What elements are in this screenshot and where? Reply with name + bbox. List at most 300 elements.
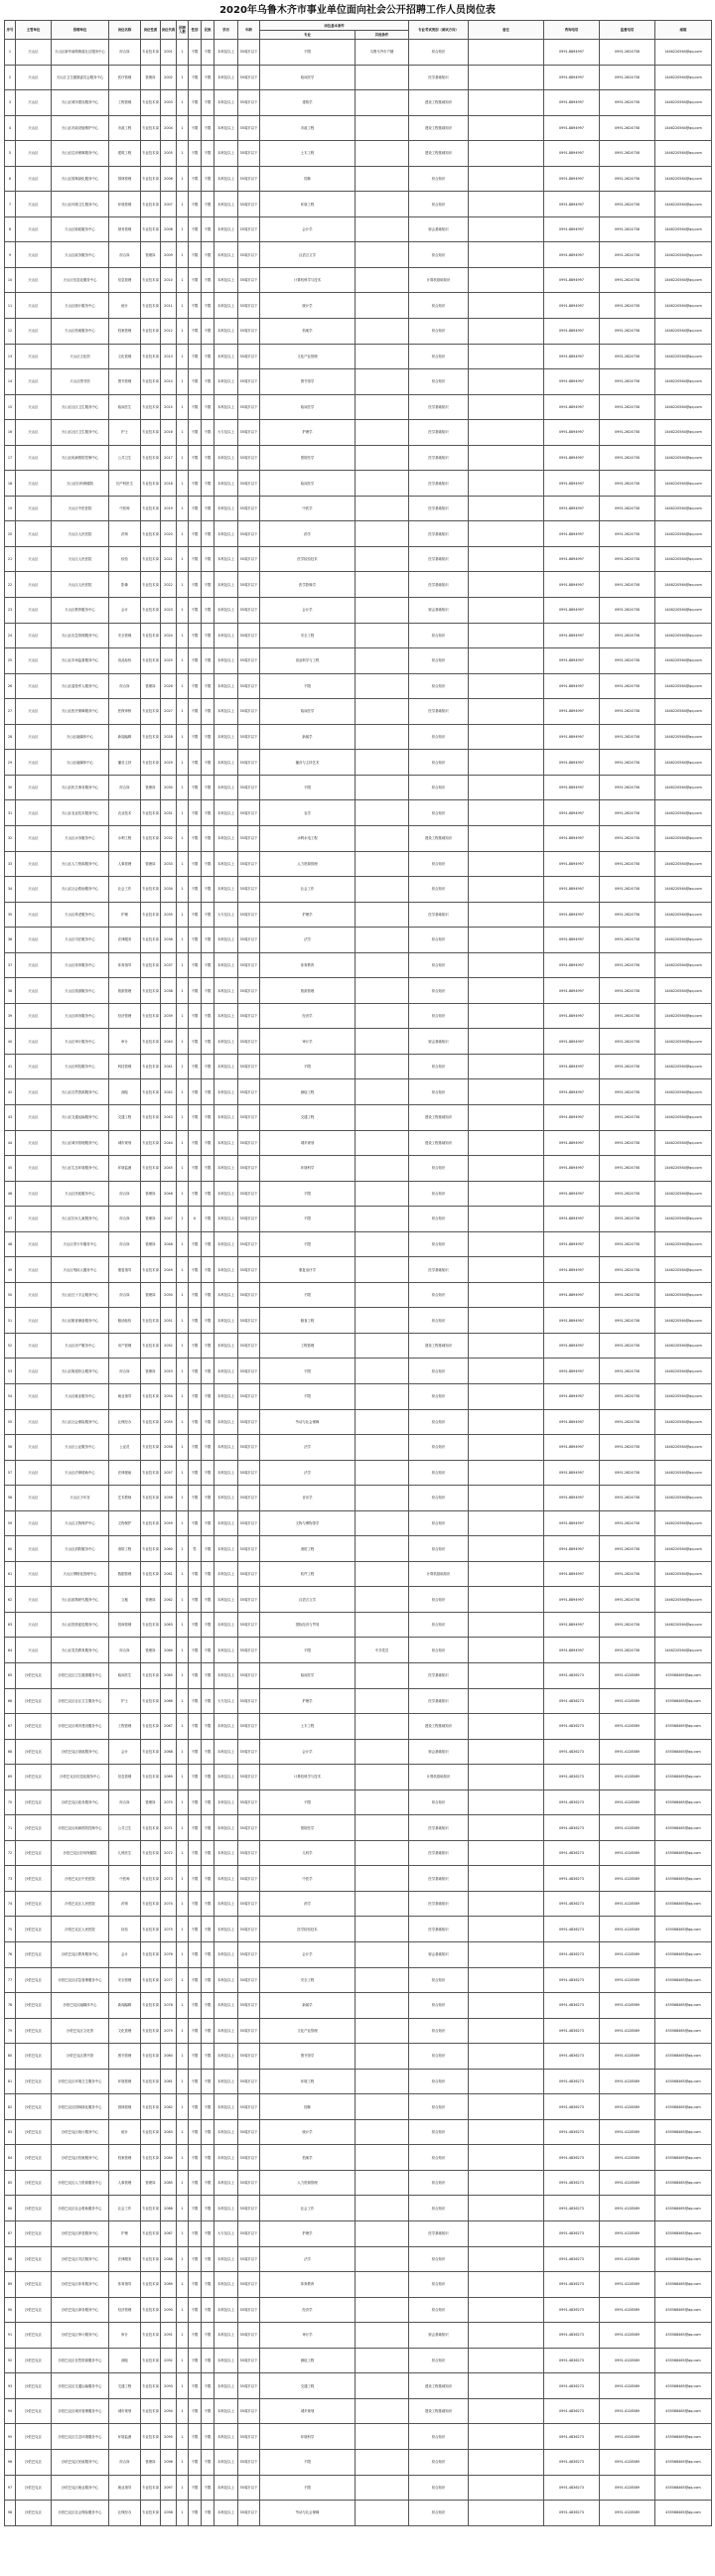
cell-other [356, 319, 409, 345]
cell-nation: 不限 [202, 1308, 214, 1334]
cell-note [469, 1967, 544, 1993]
cell-nation: 不限 [202, 496, 214, 521]
cell-sex: 不限 [189, 1789, 202, 1815]
cell-education: 本科及以上 [214, 1942, 238, 1968]
cell-education: 本科及以上 [214, 1257, 238, 1283]
cell-education: 本科及以上 [214, 1156, 238, 1182]
cell-exam-type: 综合知识 [409, 344, 469, 369]
cell-phone: 0991-8894997 [544, 496, 600, 521]
cell-sex: 不限 [189, 1130, 202, 1156]
cell-age: 35周岁以下 [238, 1815, 260, 1841]
cell-sex: 不限 [189, 2094, 202, 2120]
cell-other [356, 2424, 409, 2450]
cell-note [469, 877, 544, 903]
cell-unit: 天山区商务服务中心 [52, 1003, 109, 1029]
cell-email: 1446220564@qq.com [655, 1282, 712, 1308]
cell-major: 工程管理 [260, 1333, 356, 1359]
header-code: 岗位代码 [161, 21, 177, 40]
cell-phone: 0991-8894997 [544, 471, 600, 497]
header-major: 专业 [260, 31, 356, 40]
cell-supervise-phone: 0991-4128589 [600, 2119, 655, 2145]
cell-nation: 不限 [202, 2170, 214, 2196]
cell-email: 1446220564@qq.com [655, 1536, 712, 1562]
cell-nature: 专业技术岗 [141, 471, 161, 497]
cell-education: 本科及以上 [214, 1765, 238, 1790]
cell-phone: 0991-8894997 [544, 1587, 600, 1613]
cell-nation: 不限 [202, 2373, 214, 2399]
cell-note [469, 928, 544, 953]
cell-code: 2010 [161, 267, 177, 293]
cell-exam-type: 综合知识 [409, 1231, 469, 1257]
cell-email: 1446220564@qq.com [655, 1308, 712, 1334]
cell-code: 2063 [161, 1612, 177, 1638]
table-row [5, 420, 712, 446]
cell-exam-type: 财会基础知识 [409, 1942, 469, 1968]
cell-dept: 天山区 [16, 1003, 52, 1029]
cell-exam-type: 综合知识 [409, 1156, 469, 1182]
cell-email: 1446220564@qq.com [655, 877, 712, 903]
cell-supervise-phone: 0991-4128589 [600, 2475, 655, 2501]
cell-position: 档案管理 [109, 2145, 141, 2171]
cell-major: 统计学 [260, 2119, 356, 2145]
cell-no: 21 [5, 546, 16, 572]
cell-position: 图书管理 [109, 369, 141, 395]
cell-dept: 沙依巴克区 [16, 2170, 52, 2196]
cell-nation: 不限 [202, 1612, 214, 1638]
cell-count: 1 [177, 1840, 189, 1866]
cell-unit: 沙依巴克区交通运输服务中心 [52, 2373, 109, 2399]
cell-sex: 不限 [189, 2323, 202, 2349]
cell-other [356, 344, 409, 369]
cell-unit: 天山区网格化管理中心 [52, 1561, 109, 1587]
cell-note [469, 1866, 544, 1892]
cell-supervise-phone: 0991-2624758 [600, 825, 655, 851]
cell-education: 本科及以上 [214, 2373, 238, 2399]
cell-other [356, 90, 409, 116]
cell-age: 35周岁以下 [238, 293, 260, 319]
cell-nature: 专业技术岗 [141, 1714, 161, 1740]
cell-email: 455568465@qq.com [655, 2196, 712, 2221]
cell-no: 45 [5, 1156, 16, 1182]
cell-email: 455568465@qq.com [655, 2449, 712, 2475]
cell-nation: 不限 [202, 1054, 214, 1079]
cell-education: 本科及以上 [214, 1130, 238, 1156]
cell-major: 预防医学 [260, 445, 356, 471]
cell-note [469, 1029, 544, 1055]
cell-exam-type: 综合知识 [409, 724, 469, 750]
cell-phone: 0991-8894997 [544, 1130, 600, 1156]
cell-dept: 沙依巴克区 [16, 2145, 52, 2171]
table-row [5, 2398, 712, 2424]
cell-nation: 不限 [202, 2398, 214, 2424]
cell-exam-type: 综合知识 [409, 1510, 469, 1536]
cell-major: 药学 [260, 521, 356, 547]
cell-supervise-phone: 0991-2624758 [600, 598, 655, 624]
table-row [5, 115, 712, 141]
cell-no: 71 [5, 1815, 16, 1841]
cell-age: 35周岁以下 [238, 2145, 260, 2171]
cell-dept: 天山区 [16, 699, 52, 725]
cell-age: 35周岁以下 [238, 775, 260, 800]
cell-other [356, 1029, 409, 1055]
cell-nation: 不限 [202, 546, 214, 572]
cell-note [469, 1231, 544, 1257]
cell-education: 本科及以上 [214, 623, 238, 648]
cell-email: 1446220564@qq.com [655, 952, 712, 978]
cell-no: 50 [5, 1282, 16, 1308]
cell-nation: 不限 [202, 1079, 214, 1105]
cell-count: 1 [177, 1993, 189, 2019]
cell-sex: 不限 [189, 1561, 202, 1587]
cell-sex: 不限 [189, 978, 202, 1004]
table-row [5, 800, 712, 826]
cell-position: 公证员 [109, 1435, 141, 1461]
cell-supervise-phone: 0991-2624758 [600, 1612, 655, 1638]
cell-exam-type: 财会基础知识 [409, 598, 469, 624]
cell-dept: 天山区 [16, 1486, 52, 1511]
cell-dept: 天山区 [16, 1130, 52, 1156]
cell-nature: 专业技术岗 [141, 800, 161, 826]
cell-code: 2071 [161, 1815, 177, 1841]
cell-exam-type: 医学基础知识 [409, 1891, 469, 1917]
cell-age: 35周岁以下 [238, 825, 260, 851]
cell-note [469, 1156, 544, 1182]
cell-count: 1 [177, 1282, 189, 1308]
cell-code: 2007 [161, 192, 177, 217]
table-row [5, 623, 712, 648]
cell-code: 2056 [161, 1435, 177, 1461]
cell-nation: 不限 [202, 420, 214, 446]
cell-exam-type: 财会基础知识 [409, 2323, 469, 2349]
cell-no: 37 [5, 952, 16, 978]
cell-dept: 天山区 [16, 1207, 52, 1232]
cell-exam-type: 综合知识 [409, 1587, 469, 1613]
cell-dept: 天山区 [16, 445, 52, 471]
cell-major: 汉语言文学 [260, 242, 356, 268]
cell-supervise-phone: 0991-2624758 [600, 521, 655, 547]
cell-count: 1 [177, 1130, 189, 1156]
cell-phone: 0991-8894997 [544, 598, 600, 624]
cell-supervise-phone: 0991-2624758 [600, 928, 655, 953]
cell-email: 1446220564@qq.com [655, 344, 712, 369]
cell-phone: 0991-8894997 [544, 1333, 600, 1359]
cell-unit: 沙依巴克区疾病预防控制中心 [52, 1815, 109, 1841]
cell-position: 环境监测 [109, 2424, 141, 2450]
cell-phone: 0991-8894997 [544, 978, 600, 1004]
header-no: 序号 [5, 21, 16, 40]
cell-note [469, 623, 544, 648]
cell-count: 1 [177, 1638, 189, 1663]
table-row [5, 546, 712, 572]
cell-note [469, 1308, 544, 1334]
cell-dept: 天山区 [16, 242, 52, 268]
cell-email: 455568465@qq.com [655, 1840, 712, 1866]
cell-dept: 天山区 [16, 952, 52, 978]
cell-phone: 0991-8894997 [544, 623, 600, 648]
cell-dept: 天山区 [16, 877, 52, 903]
cell-other [356, 445, 409, 471]
cell-position: 文化管理 [109, 2018, 141, 2044]
table-row [5, 1486, 712, 1511]
cell-sex: 不限 [189, 496, 202, 521]
cell-age: 35周岁以下 [238, 90, 260, 116]
cell-code: 2057 [161, 1460, 177, 1486]
cell-exam-type: 医学基础知识 [409, 699, 469, 725]
cell-age: 35周岁以下 [238, 2018, 260, 2044]
cell-other [356, 1967, 409, 1993]
cell-no: 70 [5, 1789, 16, 1815]
cell-other [356, 1486, 409, 1511]
cell-supervise-phone: 0991-4128589 [600, 1967, 655, 1993]
cell-age: 35周岁以下 [238, 648, 260, 674]
cell-supervise-phone: 0991-4128589 [600, 1714, 655, 1740]
cell-email: 1446220564@qq.com [655, 1257, 712, 1283]
cell-nation: 不限 [202, 1891, 214, 1917]
cell-education: 本科及以上 [214, 2424, 238, 2450]
cell-code: 2015 [161, 394, 177, 420]
cell-sex: 不限 [189, 166, 202, 192]
cell-position: 粮油检验 [109, 1308, 141, 1334]
table-row [5, 141, 712, 167]
cell-email: 1446220564@qq.com [655, 1231, 712, 1257]
cell-education: 本科及以上 [214, 293, 238, 319]
cell-dept: 天山区 [16, 1333, 52, 1359]
cell-age: 35周岁以下 [238, 1282, 260, 1308]
cell-supervise-phone: 0991-4128589 [600, 2373, 655, 2399]
table-row [5, 1587, 712, 1613]
cell-age: 35周岁以下 [238, 1536, 260, 1562]
cell-age: 35周岁以下 [238, 1435, 260, 1461]
cell-major: 计算机科学与技术 [260, 267, 356, 293]
cell-major: 测绘工程 [260, 1079, 356, 1105]
cell-code: 2041 [161, 1054, 177, 1079]
cell-sex: 不限 [189, 1003, 202, 1029]
cell-nature: 管理岗 [141, 1207, 161, 1232]
cell-supervise-phone: 0991-2624758 [600, 978, 655, 1004]
header-position: 岗位名称 [109, 21, 141, 40]
cell-note [469, 1460, 544, 1486]
cell-supervise-phone: 0991-2624758 [600, 1359, 655, 1384]
cell-exam-type: 综合知识 [409, 1409, 469, 1435]
table-row [5, 1561, 712, 1587]
cell-unit: 天山区人民医院 [52, 521, 109, 547]
cell-phone: 0991-8894997 [544, 1257, 600, 1283]
table-row [5, 2018, 712, 2044]
cell-age: 35周岁以下 [238, 1967, 260, 1993]
cell-phone: 0991-4836273 [544, 1866, 600, 1892]
cell-sex: 不限 [189, 1587, 202, 1613]
cell-nation: 不限 [202, 1917, 214, 1942]
cell-nature: 专业技术岗 [141, 319, 161, 345]
cell-code: 2019 [161, 496, 177, 521]
cell-nation: 不限 [202, 1435, 214, 1461]
cell-major: 不限 [260, 1359, 356, 1384]
cell-exam-type: 综合知识 [409, 1207, 469, 1232]
cell-unit: 天山区社区卫生服务中心 [52, 394, 109, 420]
cell-other [356, 1891, 409, 1917]
cell-sex: 不限 [189, 2501, 202, 2526]
cell-nation: 不限 [202, 445, 214, 471]
cell-position: 园林管理 [109, 2094, 141, 2120]
cell-education: 本科及以上 [214, 2069, 238, 2094]
cell-no: 8 [5, 216, 16, 242]
cell-count: 1 [177, 1308, 189, 1334]
cell-code: 2069 [161, 1765, 177, 1790]
cell-phone: 0991-8894997 [544, 521, 600, 547]
cell-exam-type: 财会基础知识 [409, 1029, 469, 1055]
cell-count: 1 [177, 2119, 189, 2145]
cell-phone: 0991-4836273 [544, 2119, 600, 2145]
cell-no: 24 [5, 623, 16, 648]
cell-nature: 专业技术岗 [141, 344, 161, 369]
cell-code: 2074 [161, 1891, 177, 1917]
cell-other [356, 750, 409, 776]
cell-supervise-phone: 0991-4128589 [600, 2449, 655, 2475]
cell-other [356, 1942, 409, 1968]
cell-code: 2080 [161, 2044, 177, 2070]
cell-dept: 天山区 [16, 978, 52, 1004]
table-row [5, 1942, 712, 1968]
cell-note [469, 65, 544, 90]
cell-age: 35周岁以下 [238, 2272, 260, 2298]
cell-unit: 天山区房产服务中心 [52, 1333, 109, 1359]
cell-note [469, 2449, 544, 2475]
cell-major: 医学影像学 [260, 572, 356, 598]
cell-code: 2049 [161, 1257, 177, 1283]
cell-code: 2036 [161, 928, 177, 953]
cell-other [356, 1688, 409, 1714]
cell-supervise-phone: 0991-4128589 [600, 2196, 655, 2221]
table-row [5, 1993, 712, 2019]
cell-nation: 不限 [202, 1663, 214, 1689]
cell-supervise-phone: 0991-4128589 [600, 2297, 655, 2323]
cell-nation: 不限 [202, 825, 214, 851]
cell-major: 环境工程 [260, 192, 356, 217]
cell-supervise-phone: 0991-2624758 [600, 1257, 655, 1283]
cell-note [469, 2475, 544, 2501]
cell-nature: 专业技术岗 [141, 1104, 161, 1130]
cell-no: 67 [5, 1714, 16, 1740]
cell-supervise-phone: 0991-2624758 [600, 1638, 655, 1663]
cell-phone: 0991-8894997 [544, 1156, 600, 1182]
cell-age: 35周岁以下 [238, 724, 260, 750]
cell-no: 17 [5, 445, 16, 471]
cell-age: 35周岁以下 [238, 1510, 260, 1536]
cell-no: 82 [5, 2094, 16, 2120]
cell-no: 97 [5, 2475, 16, 2501]
cell-nation: 不限 [202, 623, 214, 648]
cell-phone: 0991-8894997 [544, 825, 600, 851]
cell-supervise-phone: 0991-2624758 [600, 673, 655, 699]
cell-sex: 不限 [189, 1409, 202, 1435]
cell-email: 1446220564@qq.com [655, 978, 712, 1004]
cell-nature: 专业技术岗 [141, 648, 161, 674]
cell-other [356, 65, 409, 90]
cell-age: 35周岁以下 [238, 2323, 260, 2349]
cell-dept: 天山区 [16, 598, 52, 624]
cell-nature: 管理岗 [141, 1359, 161, 1384]
cell-count: 1 [177, 2373, 189, 2399]
cell-supervise-phone: 0991-2624758 [600, 141, 655, 167]
cell-sex: 不限 [189, 1181, 202, 1207]
cell-position: 体育指导 [109, 2272, 141, 2298]
cell-code: 2078 [161, 1993, 177, 2019]
cell-code: 2077 [161, 1967, 177, 1993]
cell-major: 护理学 [260, 902, 356, 928]
cell-no: 74 [5, 1891, 16, 1917]
cell-nation: 不限 [202, 394, 214, 420]
cell-major: 新闻学 [260, 1993, 356, 2019]
cell-major: 法学 [260, 2246, 356, 2272]
cell-code: 2033 [161, 851, 177, 877]
cell-no: 81 [5, 2069, 16, 2094]
cell-email: 1446220564@qq.com [655, 242, 712, 268]
cell-unit: 天山区红十字会服务中心 [52, 1282, 109, 1308]
cell-education: 本科及以上 [214, 800, 238, 826]
cell-other [356, 2348, 409, 2373]
cell-dept: 沙依巴克区 [16, 2297, 52, 2323]
cell-note [469, 775, 544, 800]
cell-sex: 不限 [189, 1079, 202, 1105]
cell-supervise-phone: 0991-4128589 [600, 2246, 655, 2272]
cell-nature: 专业技术岗 [141, 572, 161, 598]
cell-no: 75 [5, 1917, 16, 1942]
cell-position: 环境管理 [109, 2069, 141, 2094]
header-note: 备注 [469, 21, 544, 40]
cell-major: 会计学 [260, 598, 356, 624]
cell-nature: 专业技术岗 [141, 2398, 161, 2424]
cell-education: 本科及以上 [214, 2246, 238, 2272]
cell-phone: 0991-8894997 [544, 724, 600, 750]
cell-supervise-phone: 0991-2624758 [600, 115, 655, 141]
cell-exam-type: 财会基础知识 [409, 1739, 469, 1765]
cell-unit: 天山区融媒体中心 [52, 750, 109, 776]
cell-sex: 不限 [189, 2069, 202, 2094]
cell-dept: 沙依巴克区 [16, 2475, 52, 2501]
cell-count: 1 [177, 216, 189, 242]
cell-no: 47 [5, 1207, 16, 1232]
cell-phone: 0991-8894997 [544, 800, 600, 826]
cell-dept: 沙依巴克区 [16, 2119, 52, 2145]
cell-email: 1446220564@qq.com [655, 928, 712, 953]
cell-unit: 天山区自然资源服务中心 [52, 1079, 109, 1105]
cell-note [469, 1942, 544, 1968]
cell-phone: 0991-8894997 [544, 1029, 600, 1055]
cell-count: 1 [177, 1486, 189, 1511]
cell-phone: 0991-8894997 [544, 902, 600, 928]
cell-nature: 管理岗 [141, 673, 161, 699]
cell-major: 法学 [260, 928, 356, 953]
cell-age: 35周岁以下 [238, 242, 260, 268]
cell-supervise-phone: 0991-2624758 [600, 1104, 655, 1130]
cell-other [356, 800, 409, 826]
cell-dept: 沙依巴克区 [16, 1663, 52, 1689]
cell-phone: 0991-4836273 [544, 1789, 600, 1815]
table-header [5, 21, 712, 40]
cell-major: 护理学 [260, 2221, 356, 2247]
cell-nature: 专业技术岗 [141, 2044, 161, 2070]
cell-supervise-phone: 0991-2624758 [600, 1207, 655, 1232]
cell-major: 不限 [260, 1054, 356, 1079]
cell-code: 2039 [161, 1003, 177, 1029]
cell-nation: 不限 [202, 1003, 214, 1029]
cell-code: 2058 [161, 1486, 177, 1511]
cell-other [356, 1130, 409, 1156]
cell-email: 455568465@qq.com [655, 2475, 712, 2501]
cell-sex: 不限 [189, 2119, 202, 2145]
cell-count: 1 [177, 598, 189, 624]
cell-nature: 专业技术岗 [141, 724, 161, 750]
